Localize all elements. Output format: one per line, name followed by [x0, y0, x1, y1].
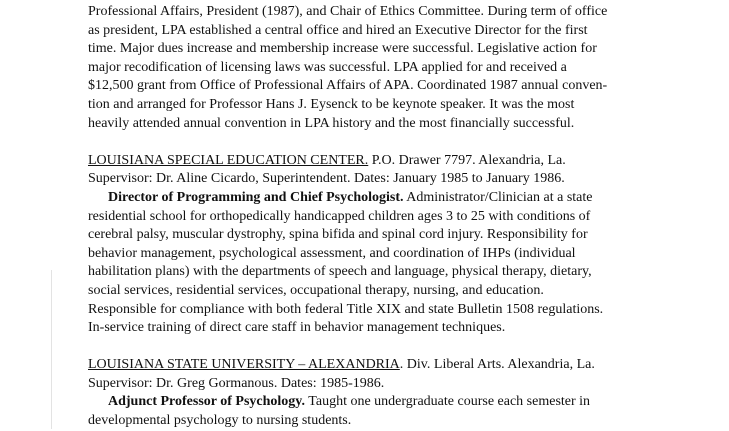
- paragraph-line: Responsible for compliance with both federal Title XIX and state Bulletin 1508 regulations.: [88, 301, 604, 317]
- role-title: Adjunct Professor of Psychology.: [108, 394, 306, 410]
- paragraph-line: time. Major dues increase and membership increase were successful. Legislative action for: [88, 41, 597, 57]
- paragraph-line: tion and arranged for Professor Hans J. Eysenck to be keynote speaker. It was the most: [88, 96, 575, 112]
- organization-address: . Div. Liberal Arts. Alexandria, La.: [399, 357, 595, 373]
- entry-heading: [88, 152, 698, 171]
- paragraph-line: Professional Affairs, President (1987), and Chair of Ethics Committee. During term of office: [88, 4, 608, 19]
- lsua-entry: [88, 356, 698, 430]
- role-description: Taught one undergraduate course each semester in: [305, 394, 591, 410]
- organization-name: LOUISIANA STATE UNIVERSITY – ALEXANDRIA: [88, 357, 400, 373]
- organization-name: LOUISIANA SPECIAL EDUCATION CENTER.: [88, 152, 369, 168]
- paragraph-line: behavior management, psychological assessment, and coordination of IHPs (individual: [88, 245, 576, 261]
- paragraph-gap: [88, 133, 698, 152]
- paragraph-gap: [88, 338, 698, 357]
- intro-paragraph: [88, 3, 698, 133]
- supervisor-line: Supervisor: Dr. Aline Cicardo, Superintendent. Dates: January 1985 to January 1986.: [88, 171, 565, 187]
- supervisor-line: Supervisor: Dr. Greg Gormanous. Dates: 1985-1986.: [88, 375, 385, 391]
- entry-heading: [88, 356, 698, 375]
- lsec-entry: [88, 152, 698, 338]
- resume-text: [88, 3, 698, 431]
- paragraph-line: habilitation plans) with the departments of speech and language, physical therapy, dietary,: [88, 264, 592, 280]
- role-title: Director of Programming and Chief Psychologist.: [108, 189, 404, 205]
- paragraph-line: In-service training of direct care staff in behavior management techniques.: [88, 320, 506, 336]
- paragraph-line: $12,500 grant from Office of Professional Affairs of APA. Coordinated 1987 annual conven-: [88, 78, 608, 94]
- paragraph-line: as president, LPA established a central office and hired an Executive Director for the first: [88, 22, 588, 38]
- paragraph-line: heavily attended annual convention in LPA history and the most financially successful.: [88, 115, 575, 131]
- organization-address: P.O. Drawer 7797. Alexandria, La.: [368, 152, 566, 168]
- paragraph-line: social services, residential services, occupational therapy, nursing, and education.: [88, 282, 544, 298]
- paragraph-line: developmental psychology to nursing students.: [88, 413, 352, 429]
- role-description: Administrator/Clinician at a state: [403, 189, 593, 205]
- paragraph-line: residential school for orthopedically handicapped children ages 3 to 25 with conditions of: [88, 208, 591, 224]
- paragraph-line: major recodification of licensing laws was successful. LPA applied for and received a: [88, 59, 567, 75]
- role-line: [88, 393, 698, 412]
- paragraph-line: cerebral palsy, muscular dystrophy, spina bifida and spinal cord injury. Responsibility for: [88, 227, 588, 243]
- left-margin-line: [51, 270, 52, 429]
- role-line: [88, 189, 698, 208]
